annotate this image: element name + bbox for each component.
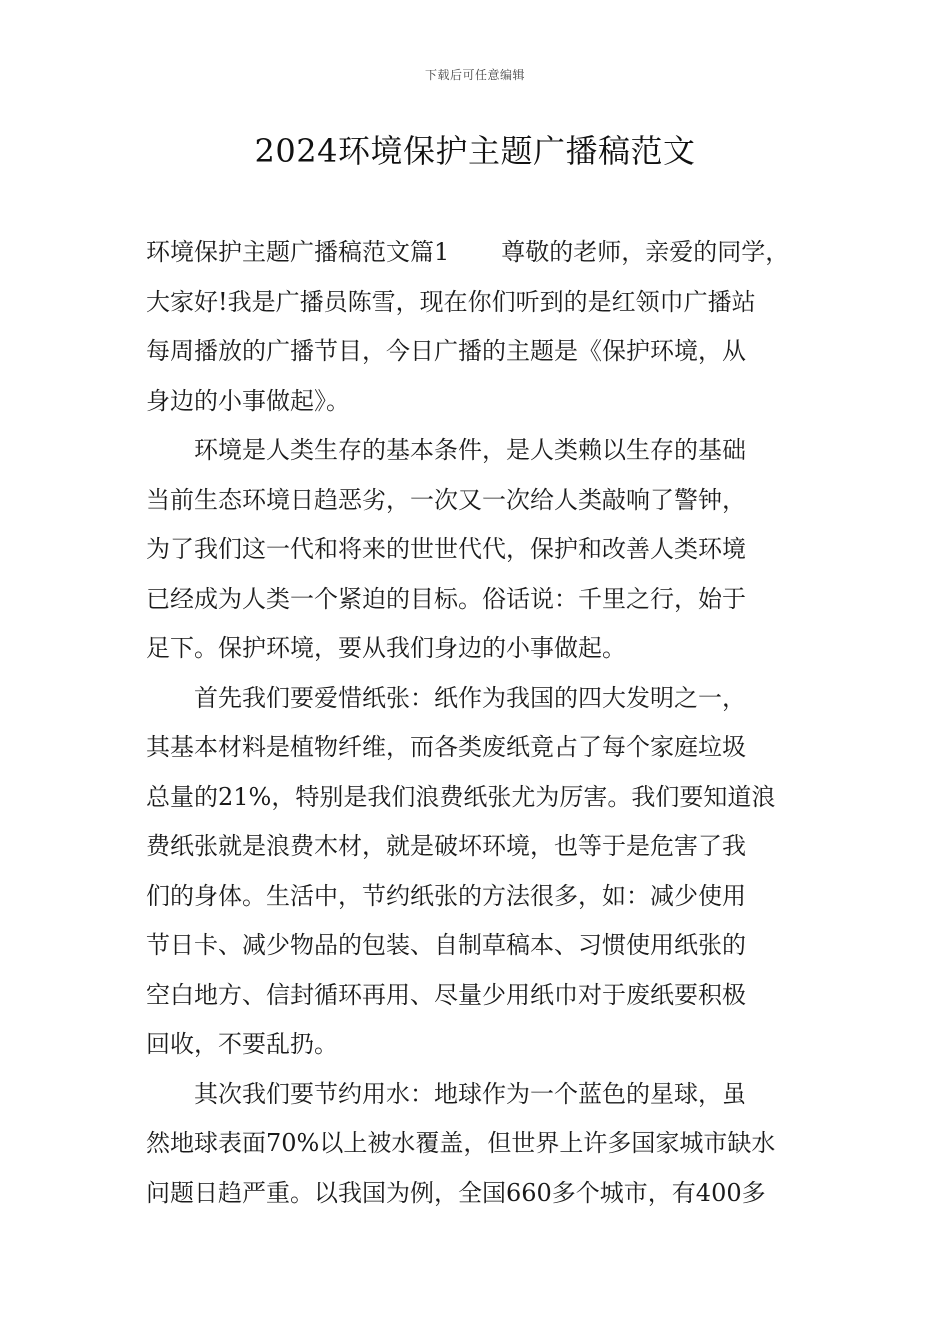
body-line-indented: 其次我们要节约用水：地球作为一个蓝色的星球，虽: [194, 1079, 746, 1108]
paragraph-2: [146, 426, 818, 674]
body-line: 回收，不要乱扔。: [146, 1030, 338, 1058]
document-title: 2024环境保护主题广播稿范文: [254, 132, 696, 170]
body-line: 节日卡、减少物品的包装、自制草稿本、习惯使用纸张的: [146, 931, 746, 959]
header-note: 下载后可任意编辑: [424, 68, 525, 82]
body-line: 当前生态环境日趋恶劣，一次又一次给人类敲响了警钟，: [146, 485, 746, 514]
body-line: 们的身体。生活中，节约纸张的方法很多，如：减少使用: [146, 881, 746, 910]
body-line-indented: 首先我们要爱惜纸张：纸作为我国的四大发明之一，: [194, 683, 746, 712]
body-line: [146, 228, 818, 278]
body-line: 大家好!我是广播员陈雪，现在你们听到的是红领巾广播站: [146, 287, 756, 316]
body-line: 空白地方、信封循环再用、尽量少用纸巾对于废纸要积极: [146, 980, 746, 1009]
body-line: 其基本材料是植物纤维，而各类废纸竟占了每个家庭垃圾: [146, 733, 746, 761]
body-line: 足下。保护环境，要从我们身边的小事做起。: [146, 634, 626, 662]
document-body: [146, 228, 818, 1218]
body-line: 每周播放的广播节目，今日广播的主题是《保护环境，从: [146, 337, 746, 365]
body-line: 身边的小事做起》。: [146, 386, 350, 415]
body-line: 已经成为人类一个紧迫的目标。俗话说：千里之行，始于: [146, 584, 746, 613]
body-line: 然地球表面70%以上被水覆盖，但世界上许多国家城市缺水: [146, 1129, 776, 1157]
paragraph-1: [146, 228, 818, 426]
paragraph-4: [146, 1070, 818, 1219]
body-line: 总量的21%，特别是我们浪费纸张尤为厉害。我们要知道浪: [146, 782, 776, 811]
body-line: 费纸张就是浪费木材，就是破坏环境，也等于是危害了我: [146, 832, 746, 860]
body-line-indented: 环境是人类生存的基本条件，是人类赖以生存的基础: [194, 436, 746, 464]
body-line: 问题日趋严重。以我国为例，全国660多个城市，有400多: [146, 1178, 766, 1207]
greeting-text: 尊敬的老师，亲爱的同学，: [501, 238, 790, 266]
section-heading: 环境保护主题广播稿范文篇1: [146, 238, 450, 266]
paragraph-3: [146, 674, 818, 1070]
body-line: 为了我们这一代和将来的世世代代，保护和改善人类环境: [146, 535, 746, 563]
